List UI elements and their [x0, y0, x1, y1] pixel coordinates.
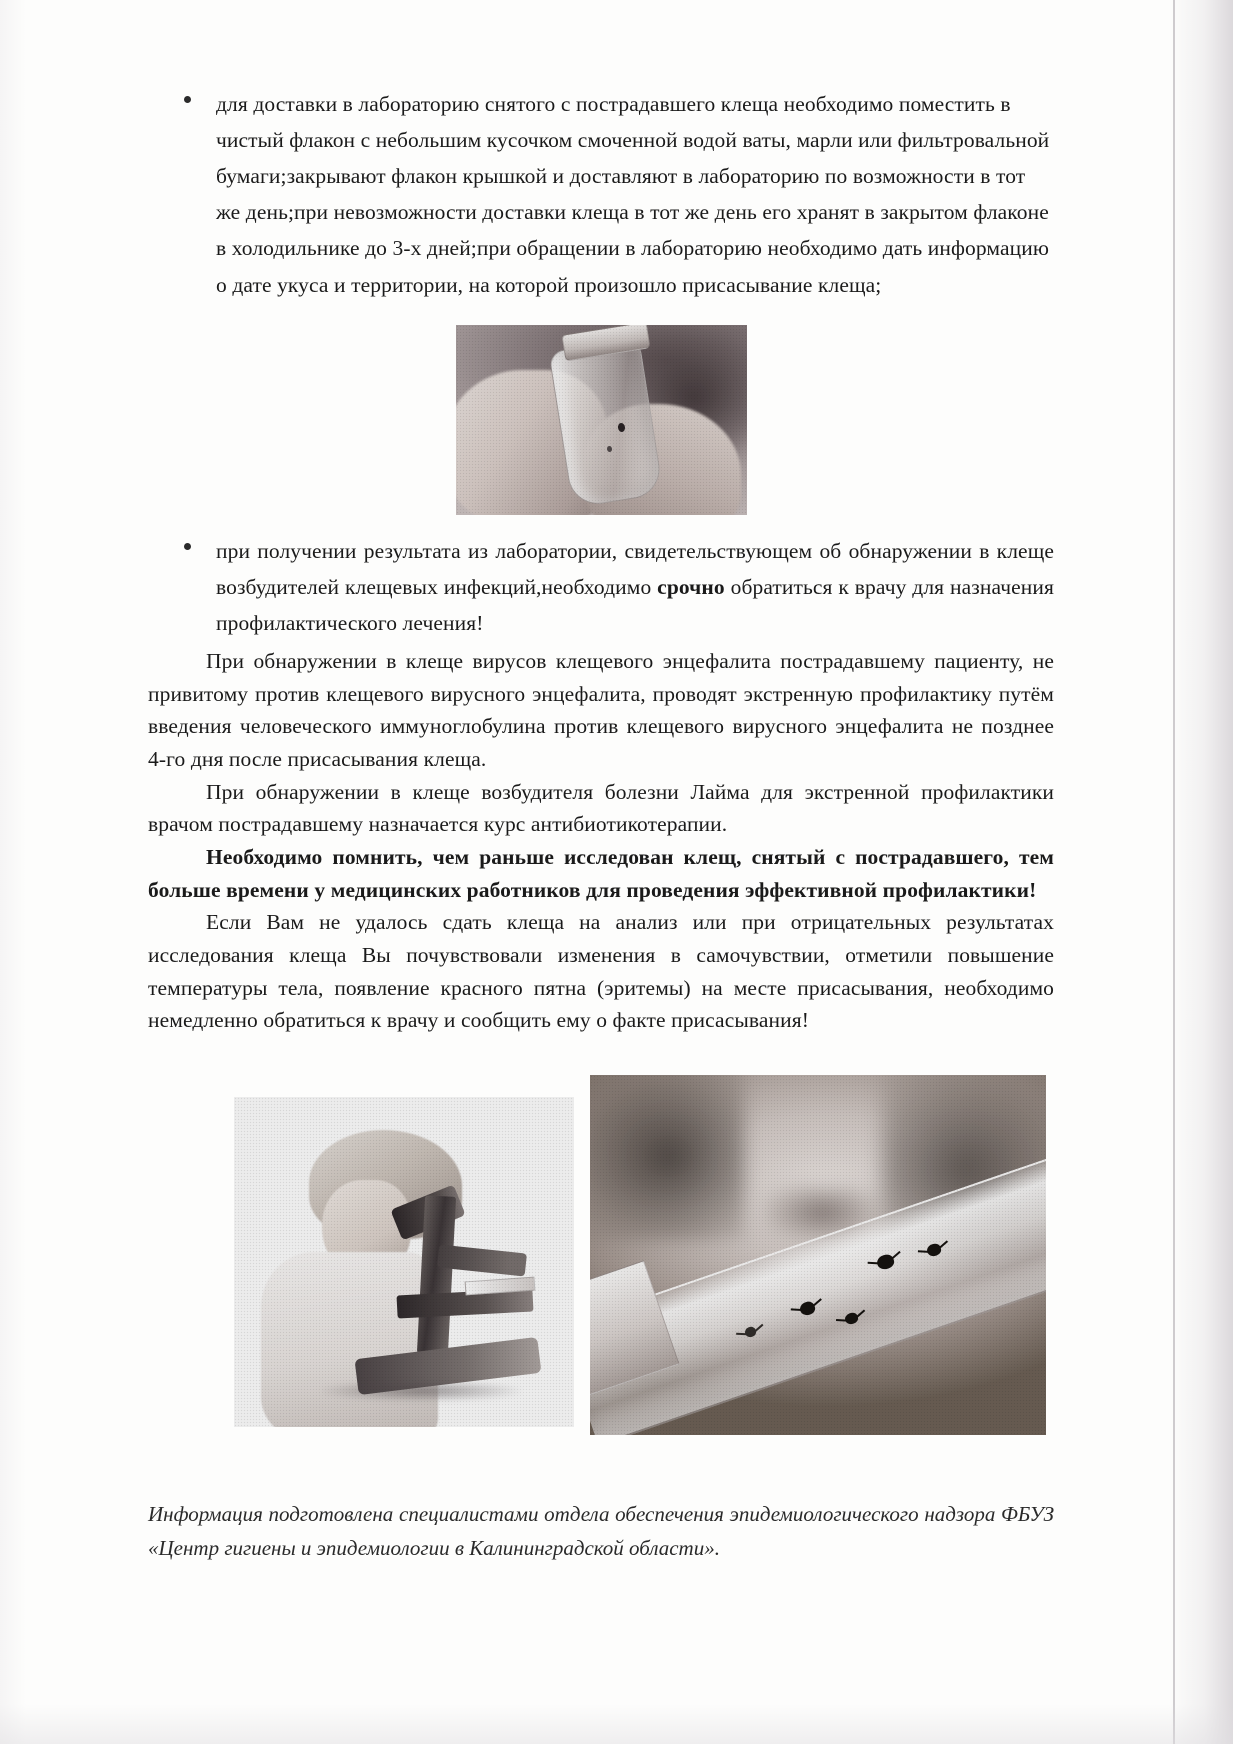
paragraph-symptoms: Если Вам не удалось сдать клеща на анализ или при отрицательных результатах исследования клеща Вы почувствовали изменения в самочувствии, отметили повышение температуры тела, появление красного пятна (эритемы) на месте присасывания, необходимо немедленно обратиться к врачу и сообщить ему о факте присасывания! [148, 910, 1054, 1033]
microscope-photo-shadow [322, 1381, 519, 1401]
paragraph-lyme: При обнаружении в клеще возбудителя болезни Лайма для экстренной профилактики врачом пострадавшему назначается курс антибиотикотерапии. [148, 779, 1054, 837]
footer-credit [148, 1497, 1054, 1565]
bullet-result-text-after-bold: обратиться к врачу для назначения профилактического лечения! [216, 574, 1055, 635]
photo-test-tube [590, 1075, 1046, 1435]
scan-right-edge-shadow [1169, 0, 1233, 1744]
bullet-result-text [216, 533, 1054, 641]
photo-row-container [148, 1075, 1054, 1445]
bullet-result-text-before-bold: при получении результата из лаборатории, свидетельствующем об обнаружении в клеще возбудителей клещевых инфекций,необходимо [216, 538, 1054, 599]
paragraph-remember: Необходимо помнить, чем раньше исследован клещ, снятый с пострадавшего, тем больше времени у медицинских работников для проведения эффективной профилактики! [148, 845, 1054, 902]
microscope-photo-lab-coat [261, 1252, 438, 1427]
footer-credit-line-1: Информация подготовлена специалистами отдела обеспечения эпидемиологического [148, 1502, 919, 1527]
paragraph-encephalitis: При обнаружении в клеще вирусов клещевого энцефалита пострадавшему пациенту, не привитому против клещевого вирусного энцефалита, проводят экстренную профилактику путём введения человеческого иммуноглобулина против клещевого вирусного энцефалита не позднее 4-го дня после присасывания клеща. [148, 648, 1054, 771]
bullet-point-icon [184, 96, 191, 103]
scan-right-edge-line [1173, 0, 1175, 1744]
test-tube-photo-blur-left [590, 1075, 745, 1241]
footer-credit-line-2: надзора ФБУЗ «Центр гигиены и эпидемиологии в Калининградской области». [148, 1502, 1055, 1561]
bullet-point-icon [184, 543, 191, 550]
bullet-item-delivery [148, 86, 1054, 303]
bullet-delivery-text: для доставки в лабораторию снятого с пострадавшего клеща необходимо поместить в чистый флакон с небольшим кусочком смоченной водой ваты, марли или фильтровальной бумаги;закрывают флакон крышкой и доставляют в лабораторию по возможности в тот же день;при невозможности доставки клеща в тот же день его хранят в закрытом флаконе в холодильнике до 3-х дней;при обращении в лабораторию необходимо дать информацию о дате укуса и территории, на которой произошло присасывание клеща; [216, 92, 1050, 297]
photo-vial [456, 325, 747, 515]
scan-left-edge-shadow [0, 0, 26, 1744]
bullet-result-emphasis-word: срочно [657, 574, 725, 599]
photo-vial-container [148, 325, 1054, 515]
photo-microscope [234, 1097, 574, 1427]
scan-bottom-edge-shadow [0, 1704, 1233, 1744]
document-content [148, 86, 1054, 1565]
bullet-item-result [148, 533, 1054, 641]
